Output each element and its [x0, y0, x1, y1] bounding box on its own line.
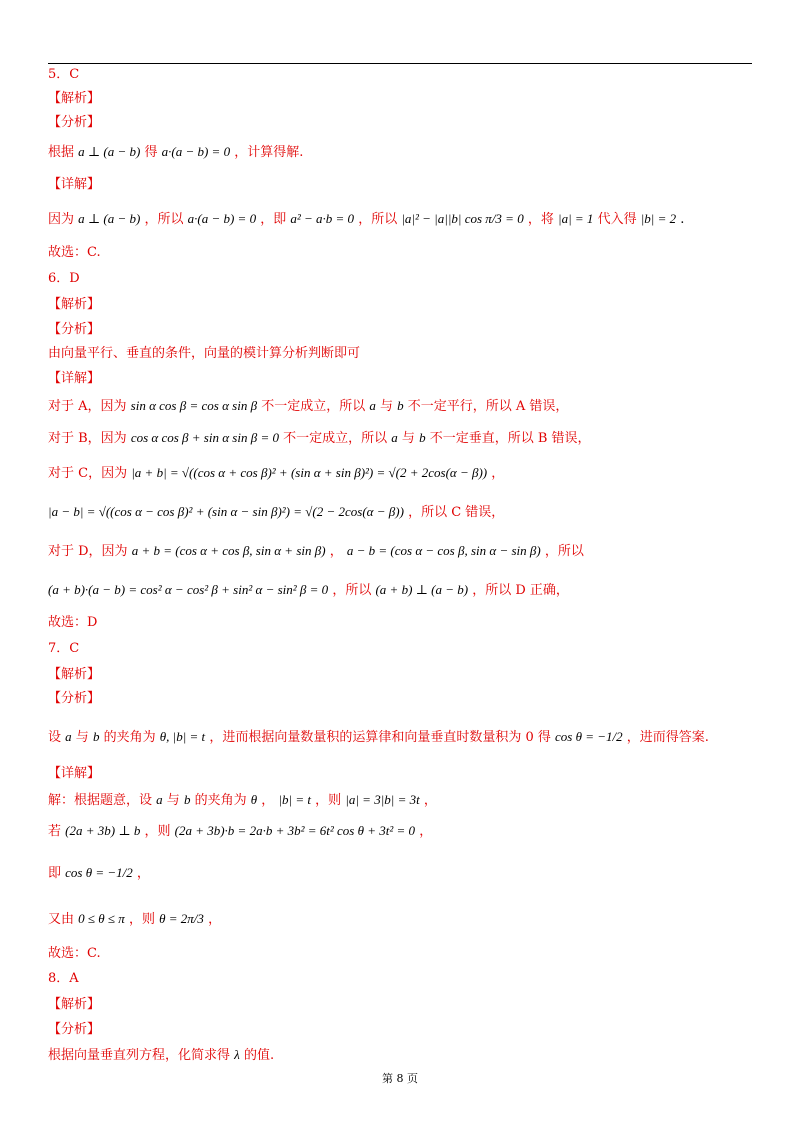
q7-t-7: ，: [261, 793, 275, 808]
q6-f-3: (a + b) ⊥ (a − b): [375, 582, 469, 597]
q6-f-2: ，所以: [332, 583, 372, 598]
q6-f-4: ，所以 D 正确，: [472, 583, 569, 598]
q7-t-5: 的夹角为: [194, 793, 247, 808]
q7-t-11: ，: [423, 793, 437, 808]
q7-s-1: 设: [48, 730, 62, 745]
q6-e-4: a − b = (cos α − cos β, sin α − sin β): [346, 543, 541, 558]
q5-analysis-math1: a ⊥ (a − b): [78, 144, 141, 159]
q7-s-6: θ, |b| = t: [159, 729, 206, 744]
q7-v-3: ，: [136, 866, 150, 881]
q5-number: 5．C: [48, 67, 80, 82]
q7-detail-line4: [48, 910, 221, 929]
q6-c-1: 对于 C，因为: [48, 466, 128, 481]
q8-jiexi-heading: 【解析】: [48, 997, 101, 1012]
q7-detail-line2: [48, 822, 432, 841]
q6-c-2: |a + b| = √((cos α + cos β)² + (sin α + sin β)²) = √(2 + 2cos(α − β)): [131, 465, 488, 480]
q6-a-6: b: [397, 398, 404, 413]
q6-a-7: 不一定平行，所以 A 错误，: [407, 399, 569, 414]
q6-jiexi-heading: 【解析】: [48, 297, 101, 312]
q7-number: 7．C: [48, 641, 80, 656]
q7-v-1: 即: [48, 866, 62, 881]
q6-analysis: 由向量平行、垂直的条件，向量的模计算分析判断即可: [48, 346, 361, 361]
q5-analysis-post: ，计算得解.: [234, 145, 304, 160]
q7-s-8: cos θ = −1/2: [555, 729, 623, 744]
q7-xiangjie-heading: 【详解】: [48, 766, 101, 781]
q6-option-c-line2: [48, 503, 504, 522]
q7-u-3: ，则: [144, 824, 171, 839]
q7-t-2: a: [156, 792, 163, 807]
q7-jiexi-heading: 【解析】: [48, 667, 101, 682]
q5-detail-1: 因为: [48, 212, 75, 227]
q6-c-5: ，所以 C 错误，: [408, 505, 505, 520]
q6-f-1: (a + b)·(a − b) = cos² α − cos² β + sin² α − sin² β = 0: [48, 582, 329, 597]
q6-b-6: b: [419, 430, 426, 445]
q6-number: 6．D: [48, 271, 80, 286]
q5-detail-5: ，即: [260, 212, 287, 227]
q6-e-1: 对于 D，因为: [48, 544, 128, 559]
q6-b-3: 不一定成立，所以: [283, 431, 388, 446]
q8-analysis-1: 根据向量垂直列方程，化简求得: [48, 1048, 231, 1063]
q6-option-d-line2: [48, 581, 569, 600]
q5-answer: 故选：C.: [48, 245, 101, 260]
q7-w-5: ，: [208, 912, 222, 927]
q5-analysis-math2: a·(a − b) = 0: [161, 144, 231, 159]
q7-s-5: 的夹角为: [103, 730, 156, 745]
q8-analysis: [48, 1046, 274, 1065]
q7-v-2: cos θ = −1/2: [65, 865, 133, 880]
q6-fenxi-heading: 【分析】: [48, 322, 101, 337]
q8-fenxi-heading: 【分析】: [48, 1022, 101, 1037]
header-rule: [48, 63, 752, 64]
q6-option-a: [48, 397, 568, 416]
q7-s-2: a: [65, 729, 72, 744]
q6-answer: 故选：D: [48, 615, 98, 630]
q5-detail-3: ，所以: [144, 212, 184, 227]
q5-detail-9: ，将: [527, 212, 554, 227]
q8-analysis-2: λ: [234, 1047, 240, 1062]
q7-t-8: |b| = t: [278, 792, 311, 807]
q6-option-c-line1: [48, 464, 504, 483]
q6-option-b: [48, 429, 591, 448]
q7-t-10: |a| = 3|b| = 3t: [345, 792, 420, 807]
q6-c-3: ，: [491, 466, 505, 481]
q7-s-4: b: [92, 729, 100, 744]
q5-analysis-pre: 根据: [48, 145, 75, 160]
q7-t-6: θ: [250, 792, 258, 807]
q5-detail-7: ，所以: [358, 212, 398, 227]
q5-analysis-mid: 得: [144, 145, 158, 160]
q5-detail-4: a·(a − b) = 0: [187, 211, 257, 226]
q8-number: 8．A: [48, 971, 79, 986]
q5-detail-2: a ⊥ (a − b): [78, 211, 141, 226]
q7-w-4: θ = 2π/3: [159, 911, 204, 926]
q6-a-2: sin α cos β = cos α sin β: [130, 398, 258, 413]
q7-t-1: 解：根据题意，设: [48, 793, 153, 808]
q5-detail-10: |a| = 1: [558, 211, 594, 226]
q6-b-4: a: [391, 430, 398, 445]
q7-u-4: (2a + 3b)·b = 2a·b + 3b² = 6t² cos θ + 3t² = 0: [174, 823, 416, 838]
q6-b-1: 对于 B，因为: [48, 431, 127, 446]
q7-s-3: 与: [75, 730, 89, 745]
q7-detail-line1: [48, 791, 437, 810]
q7-u-5: ，: [419, 824, 433, 839]
q7-u-2: (2a + 3b) ⊥ b: [65, 823, 141, 838]
q6-b-7: 不一定垂直，所以 B 错误，: [429, 431, 591, 446]
q6-a-4: a: [369, 398, 376, 413]
q7-s-9: ，进而得答案.: [626, 730, 709, 745]
q5-analysis: [48, 143, 303, 162]
q5-jiexi-heading: 【解析】: [48, 91, 101, 106]
q7-detail-line3: [48, 864, 150, 883]
q6-a-1: 对于 A，因为: [48, 399, 127, 414]
q7-fenxi-heading: 【分析】: [48, 691, 101, 706]
q6-b-5: 与: [401, 431, 415, 446]
q6-b-2: cos α cos β + sin α sin β = 0: [130, 430, 279, 445]
q6-a-5: 与: [379, 399, 393, 414]
q8-analysis-3: 的值.: [243, 1048, 275, 1063]
q5-xiangjie-heading: 【详解】: [48, 177, 101, 192]
q6-xiangjie-heading: 【详解】: [48, 371, 101, 386]
q7-t-4: b: [183, 792, 191, 807]
q6-c-4: |a − b| = √((cos α − cos β)² + (sin α − sin β)²) = √(2 − 2cos(α − β)): [48, 504, 404, 519]
q7-w-1: 又由: [48, 912, 75, 927]
q6-e-3: ，: [329, 544, 343, 559]
q5-detail-11: 代入得: [597, 212, 637, 227]
q6-option-d-line1: [48, 542, 584, 561]
q5-detail-6: a² − a·b = 0: [290, 211, 355, 226]
q7-answer: 故选：C.: [48, 946, 101, 961]
q7-analysis: [48, 728, 709, 747]
q7-t-3: 与: [166, 793, 180, 808]
q5-detail-8: |a|² − |a||b| cos π/3 = 0: [401, 211, 524, 226]
q7-s-7: ，进而根据向量数量积的运算律和向量垂直时数量积为 0 得: [209, 730, 551, 745]
q5-detail-13: .: [680, 212, 685, 227]
q6-e-5: ，所以: [544, 544, 584, 559]
q5-detail: [48, 210, 684, 229]
q7-t-9: ，则: [315, 793, 342, 808]
page-footer: 第 8 页: [382, 1072, 418, 1085]
q5-fenxi-heading: 【分析】: [48, 115, 101, 130]
q7-w-3: ，则: [128, 912, 155, 927]
q7-u-1: 若: [48, 824, 62, 839]
q5-detail-12: |b| = 2: [640, 211, 677, 226]
q6-e-2: a + b = (cos α + cos β, sin α + sin β): [131, 543, 326, 558]
q6-a-3: 不一定成立，所以: [261, 399, 366, 414]
q7-w-2: 0 ≤ θ ≤ π: [78, 911, 125, 926]
